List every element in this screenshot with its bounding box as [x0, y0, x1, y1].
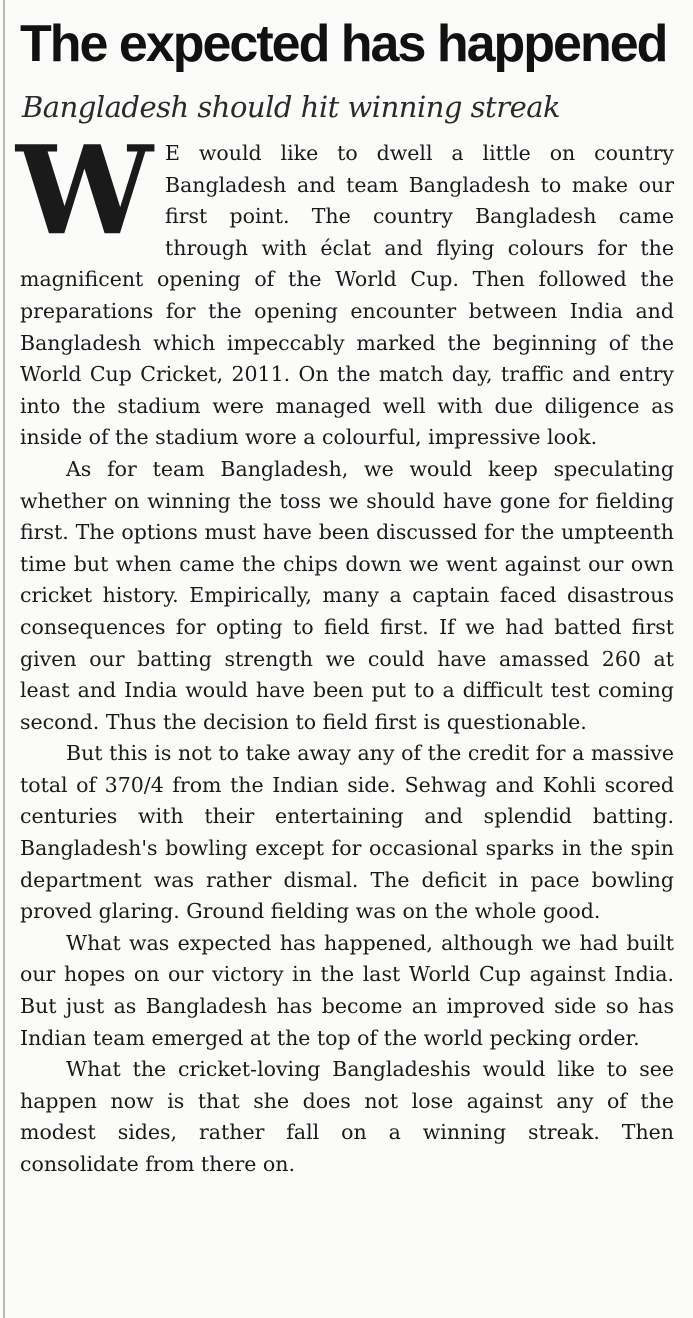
paragraph: What the cricket-loving Bangladeshis would like to see happen now is that she does not lose against any of the modest sides, rather fall on a winning streak. Then consolidate from there on. [20, 1057, 674, 1176]
paragraph-text: E would like to dwell a little on country Bangladesh and team Bangladesh to make our first point. The country Bangladesh came through with éclat and flying colours for the magnificent opening of the World Cup. Then followed the preparations for the opening encounter between India and Bangladesh which impeccably marked the beginning of the World Cup Cricket, 2011. On the match day, traffic and entry into the stadium were managed well with due diligence as inside of the stadium wore a colourful, impressive look. [20, 141, 674, 450]
column-rule [3, 0, 5, 1318]
paragraph: What was expected has happened, although we had built our hopes on our victory in the last World Cup against India. But just as Bangladesh has become an improved side so has Indian team emerged at the top of the world pecking order. [20, 930, 674, 1050]
drop-cap: W [16, 118, 154, 262]
paragraph: As for team Bangladesh, we would keep speculating whether on winning the toss we should have gone for fielding first. The options must have been discussed for the umpteenth time but when came the chips down we went against our own cricket history. Empirically, many a captain faced disastrous consequences for opting to field first. If we had batted first given our batting strength we could have amassed 260 at least and India would have been put to a difficult test coming second. Thus the decision to field first is questionable. [20, 456, 674, 734]
headline: The expected has happened [20, 15, 667, 73]
article-body [16, 118, 674, 1181]
paragraph: But this is not to take away any of the credit for a massive total of 370/4 from the Indian side. Sehwag and Kohli scored centuries with their entertaining and splendid batting. Bangladesh's bowling except for occasional sparks in the spin department was rather dismal. The deficit in pace bowling proved glaring. Ground fielding was on the whole good. [20, 741, 674, 924]
paragraph [16, 118, 674, 454]
subheadline: Bangladesh should hit winning streak [22, 90, 561, 124]
